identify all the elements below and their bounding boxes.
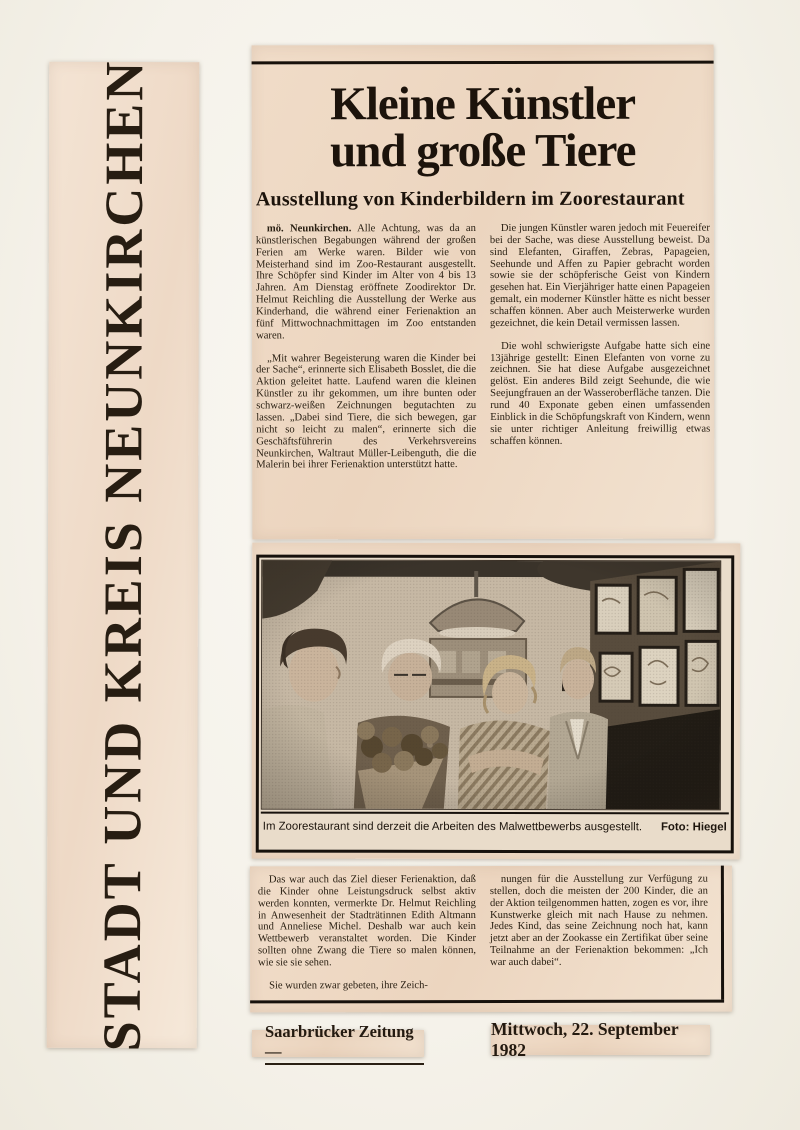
top-rule bbox=[252, 61, 714, 65]
paragraph: Die wohl schwierigste Aufgabe hatte sich eine 13jährige gestellt: Einen Elefanten von vorne zu zeichnen. Sie hat diese Aufgabe ausgezeichnet gelöst. Ein anderes Bild zeigt Seehunde, die wie Seejungfrauen an der Wasseroberfläche tanzen. Die rund 40 Exponate geben einen umfassenden Einblick in die Schöpfungskraft von Kindern, wenn sie unter richtiger Anleitung freiwillig etwas schaffen können. bbox=[490, 340, 711, 447]
photo-credit: Foto: Hiegel bbox=[660, 821, 727, 834]
article-headline bbox=[258, 77, 708, 177]
right-rule bbox=[721, 866, 724, 1000]
paragraph-text: Alle Achtung, was da an künstlerischen Begabungen während der großen Ferien am Werke waren. Bilder wie von Meisterhand sind im Zoo-Restaurant ausgestellt. Ihre Schöpfer sind Kinder im Alter von 4 bis 13 Jahren. Am Dienstag eröffnete Zoodirektor Dr. Helmut Reichling die Ausstellung der Werke aus Kinderhand, die während einer Ferienaktion an fünf Mittwochnachmittagen im Zoo entstanden waren. bbox=[255, 223, 477, 342]
lower-columns bbox=[258, 874, 708, 1004]
paragraph: Das war auch das Ziel dieser Ferienaktion, daß die Kinder ohne Leistungsdruck selbst aktiv werden konnten, vermerkte Dr. Helmut Reichling in Anwesenheit der Stadträtinnen Edith Altmann und Anneliese Michel. Deshalb war auch kein Wettbewerb veranstaltet worden. Die Kinder sollten ohne Zwang die Tiere so malen können, wie sie sie sehen. bbox=[257, 874, 477, 969]
lower-column-1 bbox=[258, 874, 476, 1003]
section-strip-label: STADT UND KREIS NEUNKIRCHEN bbox=[91, 58, 155, 1052]
newspaper-name: Saarbrücker Zeitung — bbox=[265, 1022, 424, 1065]
headline-line-1: Kleine Künstler bbox=[330, 77, 636, 131]
photo-clipping bbox=[252, 543, 741, 860]
paragraph bbox=[256, 223, 476, 342]
paragraph: Die jungen Künstler waren jedoch mit Feuereifer bei der Sache, was diese Ausstellung beweist. Da sind Elefanten, Giraffen, Zebras, Papageien, Seehunde und Affen zu Papier gebracht worden sowie sie der schöpferische Geist von Kindern gesehen hat. Ein Vierjähriger hatte einen Papageien gemalt, ein moderner Künstler hätte es nicht besser schaffen können. Aber auch Meisterwerke wurden gezeichnet, die kein Detail vermissen lassen. bbox=[489, 222, 711, 329]
paragraph: nungen für die Ausstellung zur Verfügung zu stellen, doch die meisten der 200 Kinder, die an der Aktion teilgenommen hatten, zogen es vor, ihre Kunstwerke gleich mit nach Hause zu nehmen. Jedes Kind, das seine Zeichnung noch hat, kann jetzt aber an der Zookasse ein Zertifikat über seine Teilnahme an der Ferienaktion bekommen: „Ich war auch dabei“. bbox=[489, 873, 709, 969]
date-snippet bbox=[491, 1019, 710, 1060]
photo-frame bbox=[256, 555, 735, 854]
section-strip bbox=[47, 58, 200, 1052]
exhibition-photo bbox=[261, 560, 721, 811]
article-columns bbox=[256, 223, 710, 483]
paragraph: „Mit wahrer Begeisterung waren die Kinder bei der Sache“, erinnerte sich Elisabeth Bosslet, die die Aktion geleitet hatte. Laufend waren die kleinen Künstler zu ihr gekommen, um ihre bunten oder schwarz-weißen Zeichnungen begutachten zu lassen. „Dabei sind Tiere, die sich bewegen, gar nicht so leicht zu malen“, erinnerte sich die Geschäftsführerin des Verkehrsvereins Neunkirchen, Waltraut Müller-Leibenguth, die die Malerin bei ihrer Ferienaktion unterstützt hatte. bbox=[256, 352, 477, 471]
photo-caption-bar bbox=[261, 812, 729, 841]
newspaper-masthead bbox=[252, 1022, 424, 1061]
article-column-2 bbox=[490, 223, 710, 483]
bottom-rule bbox=[250, 1000, 724, 1004]
lower-column-2 bbox=[490, 874, 708, 1003]
vignette-overlay bbox=[262, 561, 720, 810]
article-subheadline: Ausstellung von Kinderbildern im Zoorestaurant bbox=[255, 187, 685, 211]
article-column-1 bbox=[256, 223, 476, 483]
photo-caption: Im Zoorestaurant sind derzeit die Arbeiten des Malwettbewerbs ausgestellt. bbox=[262, 820, 643, 834]
article-clipping bbox=[252, 45, 715, 540]
dateline-lead: mö. Neunkirchen. bbox=[266, 223, 352, 235]
lower-clipping bbox=[250, 866, 732, 1013]
paragraph: Sie wurden zwar gebeten, ihre Zeich- bbox=[269, 979, 428, 992]
headline-line-2: und große Tiere bbox=[330, 124, 636, 177]
issue-date: Mittwoch, 22. September 1982 bbox=[491, 1019, 679, 1060]
